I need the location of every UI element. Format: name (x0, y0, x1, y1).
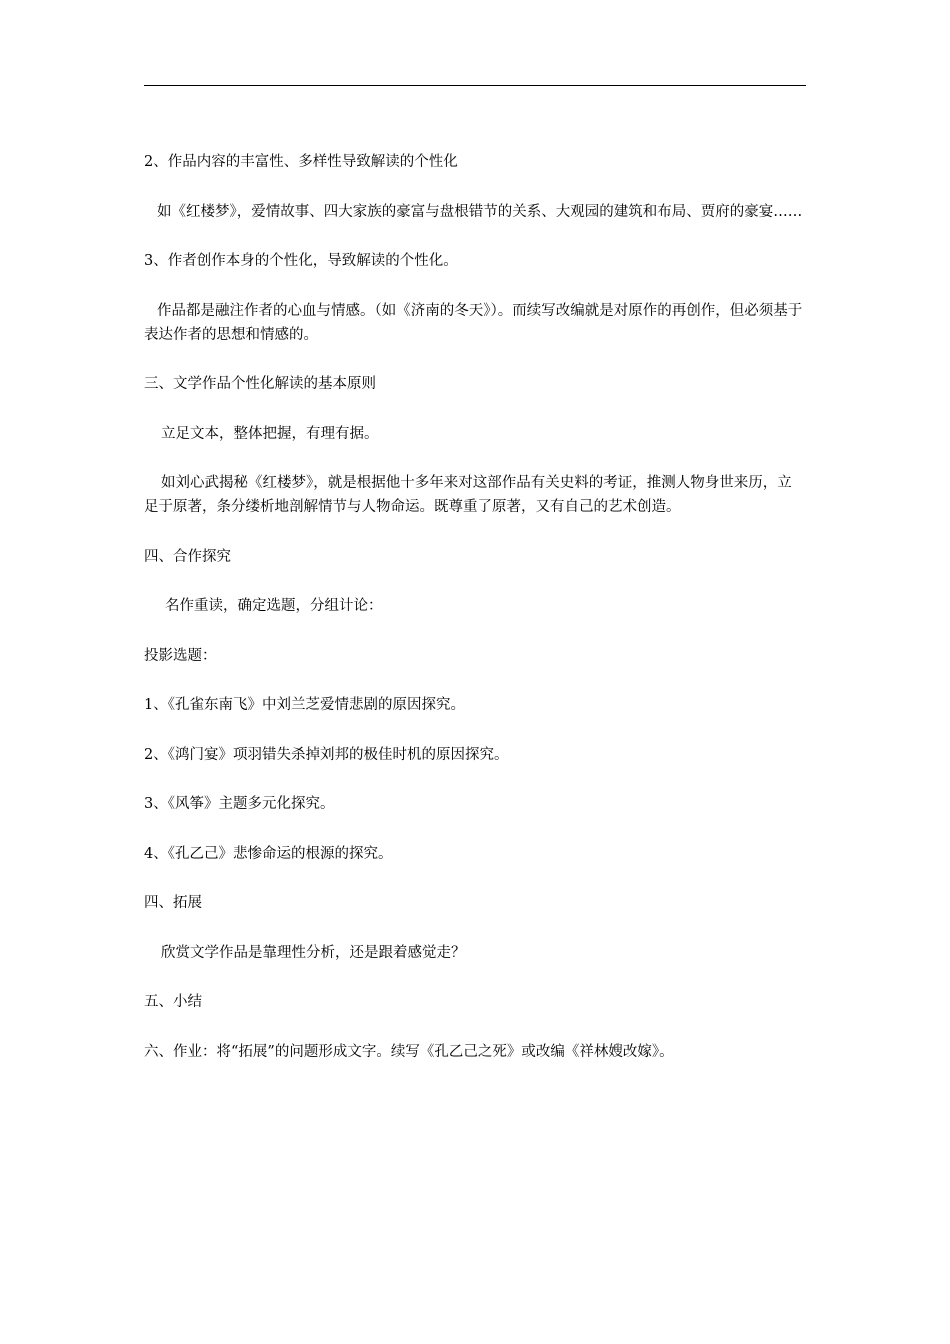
topic-item-1: 1、《孔雀东南飞》中刘兰芝爱情悲剧的原因探究。 (144, 697, 465, 713)
document-body (144, 150, 806, 1089)
paragraph-group-discussion: 名作重读，确定选题，分组计论： (165, 598, 383, 614)
section-heading-principles: 三、文学作品个性化解读的基本原则 (144, 376, 376, 392)
paragraph-hongloumeng-example: 如《红楼梦》，爱情故事、四大家族的豪富与盘根错节的关系、大观园的建筑和布局、贾府的豪宴…… (157, 203, 803, 220)
topic-item-4: 4、《孔乙己》悲惨命运的根源的探究。 (144, 845, 393, 862)
paragraph-principles: 立足文本，整体把握，有理有据。 (161, 425, 379, 442)
paragraph-author-emotion: 作品都是融注作者的心血与情感。（如《济南的冬天》）。而续写改编就是对原作的再创作，但必须基于表达作者的思想和情感的。 (144, 302, 803, 343)
topic-item-2: 2、《鸿门宴》项羽错失杀掉刘邦的极佳时机的原因探究。 (144, 746, 509, 763)
paragraph-homework: 六、作业：将“拓展”的问题形成文字。续写《孔乙己之死》或改编《祥林嫂改嫁》。 (144, 1043, 674, 1060)
section-heading-summary: 五、小结 (144, 994, 202, 1010)
paragraph-topics-label: 投影选题： (144, 647, 217, 664)
header-rule (144, 85, 806, 86)
section-heading-extension: 四、拓展 (144, 895, 202, 911)
topic-item-3: 3、《风筝》主题多元化探究。 (144, 796, 335, 812)
paragraph-point-3: 3、作者创作本身的个性化，导致解读的个性化。 (144, 253, 458, 269)
paragraph-liuxinwu-example: 如刘心武揭秘《红楼梦》，就是根据他十多年来对这部作品有关史料的考证，推测人物身世来历，立足于原著，条分缕析地剖解情节与人物命运。既尊重了原著，又有自己的艺术创造。 (144, 475, 792, 515)
paragraph-extension-question: 欣赏文学作品是靠理性分析，还是跟着感觉走？ (161, 944, 466, 961)
paragraph-point-2: 2、作品内容的丰富性、多样性导致解读的个性化 (144, 154, 458, 170)
section-heading-cooperation: 四、合作探究 (144, 548, 231, 565)
